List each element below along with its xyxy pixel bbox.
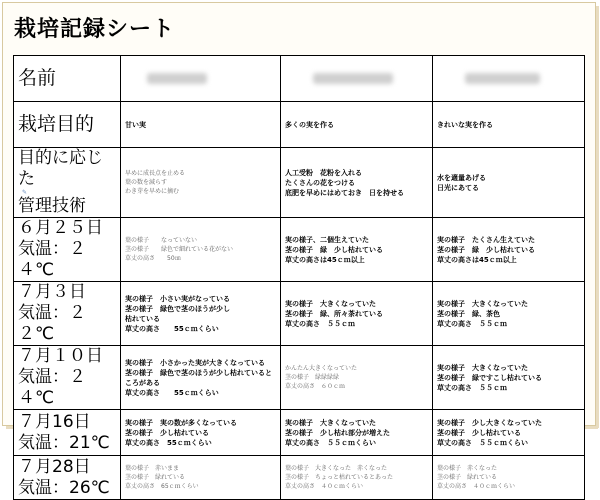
table-row-management	[14, 148, 585, 218]
name-cell-redacted	[433, 56, 585, 102]
record-cell: 実の様子 大きくなっていた 茎の様子 少し枯れ部分が増えた 草丈の高さ ５５ｃｍくらい	[281, 410, 433, 456]
record-cell: 実の様子、二個生えていた 茎の様子 緑 少し枯れている 草丈の高さは45ｃｍ以上	[281, 218, 433, 282]
record-cell: 葉の様子 なっていない 茎の様子 緑色で細れている花がない 草丈の高さ 50㎝	[121, 218, 281, 282]
management-cell: 早めに成長点を止める 葉の数を減らす わき芽を早めに摘む	[121, 148, 281, 218]
record-cell: 実の様子 大きくなっていた 茎の様子 緑ですこし枯れている 草丈の高さ ５５ｃｍ	[433, 346, 585, 410]
name-cell-redacted	[121, 56, 281, 102]
redacted-name	[147, 73, 207, 84]
row-label-record-2: ７月３日 気温：２２℃	[14, 282, 121, 346]
purpose-cell: 甘い実	[121, 102, 281, 148]
record-cell: 葉の様子 大きくなった 赤くなった 茎の様子 ちょっと枯れているとあった 草丈の高さ ４０ｃｍくらい	[281, 456, 433, 500]
table-row-record-2	[14, 282, 585, 346]
table-row-record-5	[14, 456, 585, 500]
cultivation-record-table	[13, 55, 585, 500]
table-row-record-3	[14, 346, 585, 410]
row-label-name: 名前	[14, 56, 121, 102]
record-cell: 実の様子 小さかった実が大きくなっている 茎の様子 緑色で茎のほうが少し枯れているところがある 草丈の高さ 55ｃｍくらい	[121, 346, 281, 410]
record-cell: 実の様子 小さい実がなっている 茎の様子 緑色で茎のほうが少し 枯れている 草丈の高さ 55ｃｍくらい	[121, 282, 281, 346]
row-label-record-1: ６月２５日 気温：２４℃	[14, 218, 121, 282]
name-cell-redacted	[281, 56, 433, 102]
record-cell: 実の様子 大きくなっていた 茎の様子 緑、茶色 草丈の高さ ５５ｃｍ	[433, 282, 585, 346]
row-label-purpose: 栽培目的	[14, 102, 121, 148]
row-label-management: 目的に応じた ✎ 管理技術	[14, 148, 121, 218]
page-title: 栽培記録シート	[14, 17, 176, 42]
purpose-cell: きれいな実を作る	[433, 102, 585, 148]
management-cell: 水を適量あげる 日光にあてる	[433, 148, 585, 218]
table-row-purpose	[14, 102, 585, 148]
record-cell: 葉の様子 赤くなった 茎の様子 緑れている 草丈の高さ ４０ｃｍくらい	[433, 456, 585, 500]
table-row-record-4	[14, 410, 585, 456]
table-row-record-1	[14, 218, 585, 282]
redacted-name	[465, 73, 540, 84]
record-cell: 実の様子 たくさん生えていた 茎の様子 緑 少し枯れている 草丈の高さは45ｃｍ以上	[433, 218, 585, 282]
record-cell: 葉の様子 赤いまま 茎の様子 緑れている 草丈の高さ 65ｃｍくらい	[121, 456, 281, 500]
record-cell: 実の様子 少し大きくなっていた 茎の様子 少し枯れている 草丈の高さ ５５ｃｍくらい	[433, 410, 585, 456]
cursor-mark-icon: ✎	[22, 189, 28, 196]
record-cell: 実の様子 大きくなっていた 茎の様子 緑、所々茶れている 草丈の高さ ５５ｃｍ	[281, 282, 433, 346]
row-label-record-3: ７月１０日 気温：２４℃	[14, 346, 121, 410]
row-label-record-5: ７月28日 気温：26℃	[14, 456, 121, 500]
record-cell: 実の様子 実の数が多くなっている 茎の様子 少し枯れている 草丈の高さ 55ｃｍくらい	[121, 410, 281, 456]
table-row-name	[14, 56, 585, 102]
page-shadow-right	[596, 6, 599, 428]
record-cell: かんたん大きくなっていた 茎の様子 緑緑緑緑 草丈の高さ ６０ｃｍ	[281, 346, 433, 410]
redacted-name	[313, 73, 393, 84]
management-cell: 人工受粉 花粉を入れる たくさんの花をつける 底肥を早めにはめておき 日を持せる	[281, 148, 433, 218]
row-label-record-4: ７月16日 気温：21℃	[14, 410, 121, 456]
purpose-cell: 多くの実を作る	[281, 102, 433, 148]
